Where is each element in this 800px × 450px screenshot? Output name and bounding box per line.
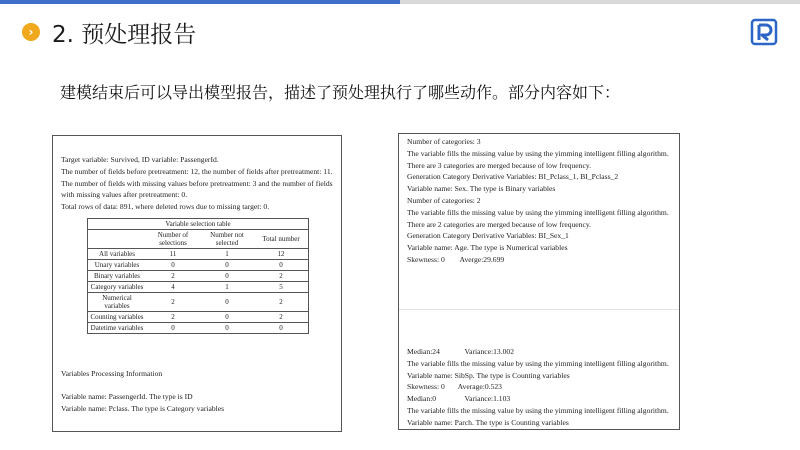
table-cell: Binary variables [88,270,147,281]
table-row [88,311,309,322]
table-row [88,270,309,281]
r-logo-icon [750,18,778,46]
report-line: Median:24 Variance:13.002 [407,347,514,356]
report-line: Variable name: Age. The type is Numerical variables [407,243,568,253]
report-line: The number of fields with missing values before pretreatment: 3 and the number of fields [61,178,333,188]
page-subtitle: 建模结束后可以导出模型报告，描述了预处理执行了哪些动作。部分内容如下： [60,83,621,102]
table-header: Number of selections [146,229,200,248]
table-cell: 2 [254,270,309,281]
report-line: Generation Category Derivative Variables: BI_Pclass_1, BI_Pclass_2 [407,172,619,182]
table-row [88,248,309,259]
table-header: Total number [254,229,309,248]
report-line: Variable name: Parch. The type is Counting variables [407,417,569,427]
table-cell: Datetime variables [88,322,147,333]
table-cell: 12 [254,248,309,259]
table-cell: Category variables [88,281,147,292]
top-accent-bar [0,0,400,4]
table-cell: 2 [254,311,309,322]
report-line: The variable fills the missing value by using the yimming intelligent filling algorithm. [407,207,669,217]
table-cell: 0 [254,259,309,270]
table-cell: 0 [200,259,254,270]
table-cell: 4 [146,281,200,292]
table-cell: 1 [200,248,254,259]
table-header [88,229,147,248]
report-page-bottom [407,346,669,429]
table-row [88,292,309,311]
report-line: Variable name: PassengerId. The type is ID [61,391,193,401]
page-title: 2. 预处理报告 [52,22,197,48]
report-line: There are 3 categories are merged because of low frequency. [407,160,592,170]
table-cell: 2 [146,292,200,311]
report-line: Total rows of data: 891, where deleted rows due to missing target: 0. [61,202,270,212]
table-cell: 5 [254,281,309,292]
table-cell: 1 [200,281,254,292]
table-cell: 2 [254,292,309,311]
report-line: The number of fields before pretreatment: 12, the number of fields after pretreatment: 11. [61,166,333,176]
table-cell: 2 [146,311,200,322]
report-line: Number of categories: 2 [407,195,481,205]
table-cell: 0 [200,292,254,311]
table-cell: Unary variables [88,259,147,270]
report-line: The variable fills the missing value by using the yimming intelligent filling algorithm. [407,358,669,368]
table-cell: 0 [146,322,200,333]
report-line: There are 2 categories are merged because of low frequency. [407,219,592,229]
table-cell: 2 [146,270,200,281]
table-row [88,322,309,333]
table-cell: 0 [200,322,254,333]
variable-selection-table [87,218,309,334]
report-line: Variable name: Sex. The type is Binary variables [407,184,556,194]
table-row [88,259,309,270]
report-line: Target variable: Survived, ID variable: PassengerId. [61,155,219,164]
variable-selection-table-wrap [87,218,341,334]
table-cell: 11 [146,248,200,259]
report-line: Generation Category Derivative Variables: BI_Sex_1 [407,231,569,241]
table-cell: All variables [88,248,147,259]
report-panel-right [398,133,680,430]
report-line: Skewness: 0 Average:0.523 [407,382,502,392]
table-cell: Counting variables [88,311,147,322]
table-cell: 0 [200,270,254,281]
chevron-right-icon: › [22,23,40,41]
report-line: Median:0 Variance:1.103 [407,394,511,404]
table-caption: Variable selection table [88,218,309,229]
page-break-divider [399,309,679,310]
report-page-top [407,136,669,266]
report-line: The variable fills the missing value by using the yimming intelligent filling algorithm. [407,405,669,415]
report-line: Skewness: 0 Averge:29.699 [407,254,505,264]
report-line: Variable name: SibSp. The type is Counting variables [407,370,570,380]
table-cell: Numerical variables [88,292,147,311]
report-line: The variable fills the missing value by using the yimming intelligent filling algorithm. [407,148,669,158]
top-gray-bar [400,0,800,4]
report-panel-left [52,135,342,432]
table-header: Number not selected [200,229,254,248]
report-line: Number of categories: 3 [407,137,481,146]
section-title: Variables Processing Information [61,368,163,378]
table-cell: 0 [254,322,309,333]
table-cell: 0 [200,311,254,322]
report-line: Variable name: Pclass. The type is Category variables [61,403,225,413]
report-line: with missing values after pretreatment: 0. [61,190,188,200]
table-row [88,281,309,292]
table-cell: 0 [146,259,200,270]
